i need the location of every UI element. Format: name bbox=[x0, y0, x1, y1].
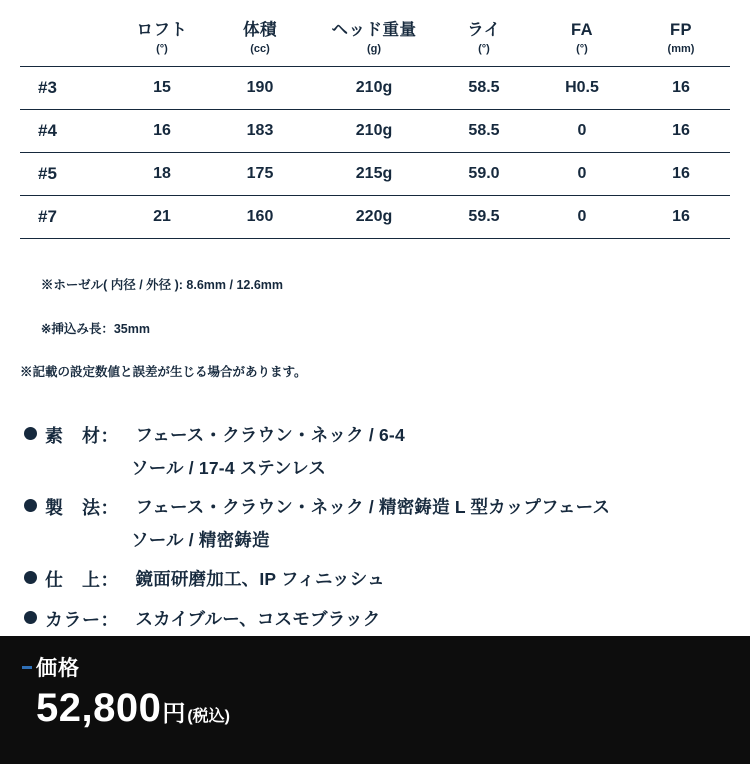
spec-header-head-weight: ヘッド重量 (g) bbox=[312, 14, 436, 66]
cell-head-weight: 220g bbox=[312, 195, 436, 238]
materials-list bbox=[24, 422, 750, 632]
cell-fa: 0 bbox=[532, 195, 632, 238]
cell-volume: 183 bbox=[208, 109, 312, 152]
table-row bbox=[20, 66, 730, 109]
cell-model: #3 bbox=[20, 66, 116, 109]
price-label: 価格 bbox=[36, 657, 80, 680]
cell-fa: H0.5 bbox=[532, 66, 632, 109]
bullet-icon bbox=[24, 499, 37, 512]
cell-model: #7 bbox=[20, 195, 116, 238]
note-hosel: ※ホーゼル( 内径 / 外径 ): 8.6mm / 12.6mm bbox=[40, 277, 284, 292]
cell-lie: 58.5 bbox=[436, 66, 532, 109]
dash-icon bbox=[22, 666, 32, 669]
cell-head-weight: 210g bbox=[312, 66, 436, 109]
bullet-icon bbox=[24, 427, 37, 440]
material-value: 鏡面研磨加工、IP フィニッシュ bbox=[135, 569, 385, 590]
cell-volume: 175 bbox=[208, 152, 312, 195]
product-spec-page bbox=[0, 14, 750, 764]
material-value: スカイブルー、コスモブラック bbox=[135, 609, 381, 630]
note-line-2: ※記載の設定数値と誤差が生じる場合があります。 bbox=[20, 365, 307, 380]
material-value-secondary: ソール / 精密鋳造 bbox=[131, 530, 270, 551]
spec-table bbox=[20, 14, 730, 239]
spec-header-loft: ロフト (°) bbox=[116, 14, 208, 66]
cell-loft: 16 bbox=[116, 109, 208, 152]
cell-lie: 58.5 bbox=[436, 109, 532, 152]
spec-notes bbox=[20, 253, 750, 384]
cell-volume: 160 bbox=[208, 195, 312, 238]
note-insert-length: ※挿込み長：35mm bbox=[40, 321, 150, 336]
cell-fp: 16 bbox=[632, 152, 730, 195]
material-body bbox=[45, 606, 750, 632]
material-label: 仕 上： bbox=[45, 570, 119, 591]
material-label: 素 材： bbox=[45, 426, 119, 447]
cell-loft: 21 bbox=[116, 195, 208, 238]
price-label-row bbox=[22, 652, 750, 682]
material-row-material bbox=[24, 422, 750, 480]
material-body bbox=[45, 422, 750, 480]
table-row bbox=[20, 109, 730, 152]
material-value: フェース・クラウン・ネック / 精密鋳造 L 型カップフェース bbox=[135, 497, 611, 518]
price-band bbox=[0, 636, 750, 764]
material-value: フェース・クラウン・ネック / 6-4 bbox=[135, 425, 405, 446]
cell-loft: 18 bbox=[116, 152, 208, 195]
material-value-secondary: ソール / 17-4 ステンレス bbox=[131, 458, 327, 479]
spec-header-fp: FP (mm) bbox=[632, 14, 730, 66]
table-row bbox=[20, 152, 730, 195]
material-body bbox=[45, 566, 750, 592]
bullet-icon bbox=[24, 571, 37, 584]
material-row-method bbox=[24, 494, 750, 552]
price-tax-note: (税込) bbox=[187, 708, 231, 725]
cell-model: #4 bbox=[20, 109, 116, 152]
cell-lie: 59.0 bbox=[436, 152, 532, 195]
spec-header-model bbox=[20, 14, 116, 66]
cell-loft: 15 bbox=[116, 66, 208, 109]
cell-fa: 0 bbox=[532, 152, 632, 195]
material-row-finish bbox=[24, 566, 750, 592]
material-body bbox=[45, 494, 750, 552]
cell-head-weight: 215g bbox=[312, 152, 436, 195]
material-row-color bbox=[24, 606, 750, 632]
spec-header-volume: 体積 (cc) bbox=[208, 14, 312, 66]
price-currency: 円 bbox=[162, 700, 186, 726]
spec-table-header-row bbox=[20, 14, 730, 66]
price-amount-row bbox=[22, 686, 750, 731]
cell-fp: 16 bbox=[632, 195, 730, 238]
cell-fa: 0 bbox=[532, 109, 632, 152]
spec-header-lie: ライ (°) bbox=[436, 14, 532, 66]
bullet-icon bbox=[24, 611, 37, 624]
cell-lie: 59.5 bbox=[436, 195, 532, 238]
material-label: カラー： bbox=[45, 610, 119, 631]
cell-model: #5 bbox=[20, 152, 116, 195]
price-amount: 52,800 bbox=[36, 686, 162, 730]
cell-head-weight: 210g bbox=[312, 109, 436, 152]
cell-fp: 16 bbox=[632, 109, 730, 152]
spec-header-fa: FA (°) bbox=[532, 14, 632, 66]
spec-table-head bbox=[20, 14, 730, 66]
cell-fp: 16 bbox=[632, 66, 730, 109]
spec-table-body bbox=[20, 66, 730, 238]
table-row bbox=[20, 195, 730, 238]
note-line-1 bbox=[20, 253, 750, 362]
material-label: 製 法： bbox=[45, 498, 119, 519]
cell-volume: 190 bbox=[208, 66, 312, 109]
